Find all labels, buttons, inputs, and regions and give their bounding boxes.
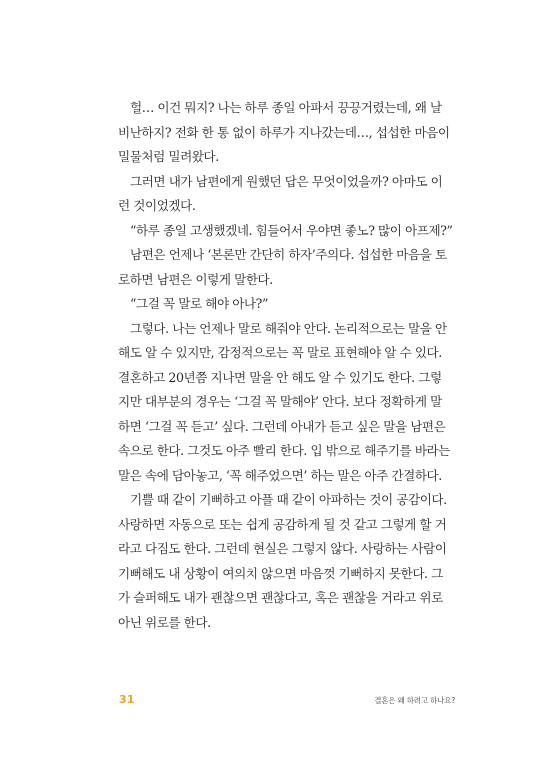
paragraph bbox=[118, 243, 456, 292]
text-line: 지만 대부분의 경우는 ‘그걸 꼭 말해야’ 안다. 보다 정확하게 말 bbox=[118, 394, 442, 409]
text-line: 말은 속에 담아놓고, ‘꼭 해주었으면’ 하는 말은 아주 간결하다. bbox=[118, 467, 442, 483]
text-line: 라고 다짐도 한다. 그런데 현실은 그렇지 않다. 사랑하는 사람이 bbox=[118, 541, 447, 556]
text-line: 기쁠 때 같이 기뻐하고 아플 때 같이 아파하는 것이 공감이다. bbox=[130, 492, 447, 507]
text-line: 비난하지? 전화 한 통 없이 하루가 지나갔는데…, 섭섭한 마음이 bbox=[118, 124, 450, 140]
text-line: 결혼하고 20년쯤 지나면 말을 안 해도 알 수 있기도 한다. 그렇 bbox=[118, 369, 442, 385]
text-line: “하루 종일 고생했겠네. 힘들어서 우야면 좋노? 많이 아프제?” bbox=[130, 222, 453, 238]
text-line: 밀물처럼 밀려왔다. bbox=[118, 149, 219, 164]
text-line: 아닌 위로를 한다. bbox=[118, 614, 211, 630]
text-line: 그렇다. 나는 언제나 말로 해줘야 안다. 논리적으로는 말을 안 bbox=[130, 320, 447, 336]
text-line: 헐… 이건 뭐지? 나는 하루 종일 아파서 끙끙거렸는데, 왜 날 bbox=[130, 100, 442, 115]
text-line: “그걸 꼭 말로 해야 아나?” bbox=[130, 296, 268, 311]
text-line: 런 것이었겠다. bbox=[118, 198, 196, 213]
running-title: 결혼은 왜 하려고 하나요? bbox=[374, 696, 455, 705]
paragraph bbox=[118, 317, 456, 489]
text-line: 사랑하면 자동으로 또는 쉽게 공감하게 될 것 같고 그렇게 할 거 bbox=[118, 516, 447, 532]
paragraph bbox=[118, 170, 456, 219]
text-line: 남편은 언제나 ‘본론만 간단히 하자’주의다. 섭섭한 마음을 토 bbox=[130, 247, 447, 262]
body-text bbox=[118, 96, 456, 635]
page-number: 31 bbox=[119, 693, 135, 706]
text-line: 속으로 한다. 그것도 아주 빨리 한다. 입 밖으로 해주기를 바라는 bbox=[118, 443, 450, 458]
text-line: 하면 ‘그걸 꼭 듣고’ 싶다. 그런데 아내가 듣고 싶은 말을 남편은 bbox=[118, 418, 446, 434]
paragraph bbox=[118, 292, 456, 317]
text-line: 해도 알 수 있지만, 감정적으로는 꼭 말로 표현해야 알 수 있다. bbox=[118, 345, 442, 360]
paragraph bbox=[118, 488, 456, 635]
paragraph bbox=[118, 96, 456, 170]
text-line: 그러면 내가 남편에게 원했던 답은 무엇이었을까? 아마도 이 bbox=[130, 173, 443, 189]
text-line: 가 슬퍼해도 내가 괜찮으면 괜찮다고, 혹은 괜찮을 거라고 위로 bbox=[118, 590, 443, 605]
paragraph bbox=[118, 219, 456, 244]
text-line: 기뻐해도 내 상황이 여의치 않으면 마음껏 기뻐하지 못한다. 그 bbox=[118, 565, 443, 581]
text-line: 로하면 남편은 이렇게 말한다. bbox=[118, 271, 273, 287]
